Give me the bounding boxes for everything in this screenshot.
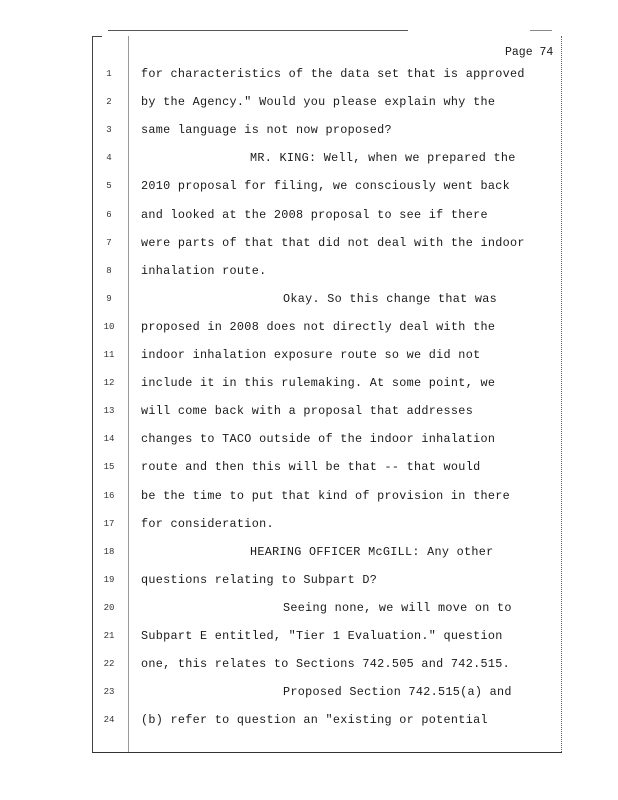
transcript-line	[0, 148, 618, 168]
line-text: inhalation route.	[141, 263, 267, 278]
transcript-line	[0, 570, 618, 590]
transcript-line	[0, 261, 618, 281]
transcript-line	[0, 457, 618, 477]
line-number: 19	[103, 574, 115, 585]
line-text: Proposed Section 742.515(a) and	[283, 685, 512, 700]
transcript-line	[0, 429, 618, 449]
page-number: Page 74	[505, 46, 554, 59]
line-number: 14	[103, 434, 115, 445]
line-text: include it in this rulemaking. At some point, we	[141, 376, 496, 391]
line-number: 4	[106, 153, 112, 164]
transcript-line	[0, 373, 618, 393]
line-text: proposed in 2008 does not directly deal with the	[141, 319, 496, 334]
transcript-line	[0, 345, 618, 365]
line-text: Okay. So this change that was	[283, 291, 497, 306]
line-text: HEARING OFFICER McGILL: Any other	[250, 544, 494, 559]
line-text: Seeing none, we will move on to	[283, 600, 512, 615]
line-number: 22	[103, 659, 115, 670]
line-number: 20	[103, 602, 115, 613]
line-text: one, this relates to Sections 742.505 and 742.515.	[141, 657, 510, 672]
line-text: route and then this will be that -- that would	[141, 460, 481, 475]
transcript-line	[0, 176, 618, 196]
line-number: 23	[103, 687, 115, 698]
transcript-line	[0, 598, 618, 618]
line-number: 2	[106, 97, 112, 108]
transcript-line	[0, 64, 618, 84]
transcript-line	[0, 289, 618, 309]
line-text: 2010 proposal for filing, we consciously went back	[141, 179, 510, 194]
line-number: 24	[103, 715, 115, 726]
line-text: (b) refer to question an "existing or potential	[141, 713, 488, 728]
line-text: be the time to put that kind of provision in there	[141, 488, 510, 503]
line-number: 11	[103, 350, 115, 360]
line-text: for consideration.	[141, 516, 274, 531]
transcript-line	[0, 317, 618, 337]
frame-top-corner	[92, 36, 102, 37]
line-number: 8	[106, 265, 112, 276]
line-text: questions relating to Subpart D?	[141, 572, 378, 587]
line-number: 1	[106, 69, 112, 79]
transcript-line	[0, 710, 618, 730]
transcript-line	[0, 401, 618, 421]
line-number: 17	[103, 518, 115, 529]
line-text: Subpart E entitled, "Tier 1 Evaluation." question	[141, 629, 503, 643]
transcript-line	[0, 542, 618, 562]
line-text: and looked at the 2008 proposal to see if there	[141, 207, 488, 222]
line-number: 5	[106, 181, 112, 192]
line-number: 3	[106, 125, 112, 136]
line-text: changes to TACO outside of the indoor inhalation	[141, 432, 496, 447]
transcript-line	[0, 626, 618, 646]
frame-bottom-border	[92, 752, 562, 753]
line-number: 13	[103, 406, 115, 417]
line-text: by the Agency." Would you please explain why the	[141, 95, 496, 110]
line-number: 21	[103, 631, 115, 641]
line-text: were parts of that that did not deal with the indoor	[141, 235, 525, 250]
line-number: 6	[106, 209, 112, 220]
transcript-line	[0, 205, 618, 225]
line-number: 16	[103, 490, 115, 501]
line-text: for characteristics of the data set that is approved	[141, 67, 525, 81]
transcript-line	[0, 682, 618, 702]
transcript-line	[0, 486, 618, 506]
header-rule-right	[530, 30, 552, 31]
line-text: indoor inhalation exposure route so we did not	[141, 348, 481, 362]
line-text: will come back with a proposal that addresses	[141, 404, 474, 419]
header-rule	[108, 30, 408, 31]
transcript-line	[0, 92, 618, 112]
line-number: 10	[103, 321, 115, 332]
line-number: 7	[106, 237, 112, 248]
line-number: 18	[103, 546, 115, 557]
line-number: 15	[103, 462, 115, 473]
transcript-line	[0, 514, 618, 534]
transcript-line	[0, 233, 618, 253]
line-text: MR. KING: Well, when we prepared the	[250, 151, 516, 166]
line-number: 9	[106, 293, 112, 304]
transcript-line	[0, 654, 618, 674]
transcript-line	[0, 120, 618, 140]
line-text: same language is not now proposed?	[141, 123, 392, 138]
line-number: 12	[103, 378, 115, 389]
